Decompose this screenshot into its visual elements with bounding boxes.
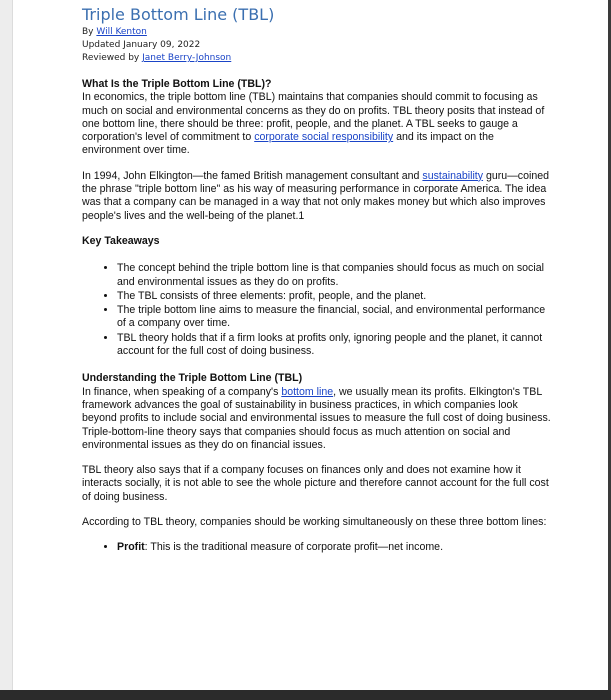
section-heading-what-is: What Is the Triple Bottom Line (TBL)?	[82, 78, 272, 90]
updated-date: Updated January 09, 2022	[82, 40, 201, 50]
reviewed-by	[82, 52, 542, 65]
article-body	[82, 78, 552, 569]
section-history	[82, 170, 552, 223]
key-takeaways-list	[82, 262, 552, 358]
byline-prefix: By	[82, 27, 97, 37]
list-item: • The TBL consists of three elements: profit, people, and the planet.	[117, 290, 552, 303]
author-link[interactable]: Will Kenton	[96, 27, 147, 37]
section-heading-understanding: Understanding the Triple Bottom Line (TBL)	[82, 372, 303, 385]
para-three-lines: According to TBL theory, companies should be working simultaneously on these three bottom lines:	[82, 516, 547, 529]
list-item: • TBL theory holds that if a firm looks at profits only, ignoring people and the planet, it cannot account for the full cost of doing business.	[117, 332, 552, 359]
list-item: • The triple bottom line aims to measure the financial, social, and environmental performance of a company over time.	[117, 304, 552, 331]
bottom-line-link[interactable]: bottom line	[281, 385, 334, 398]
para-history-b: guru—coined the phrase "triple bottom line" as his way of measuring performance in corporate America. The idea was that a company can be managed in a way that not only makes money but which also improves people's lives and the well-being of the planet.1	[82, 169, 550, 222]
para-what-is-b: and its impact on the environment over time.	[82, 131, 494, 157]
reviewed-prefix: Reviewed by	[82, 53, 143, 63]
article-header	[82, 4, 542, 65]
profit-text: : This is the traditional measure of corporate profit—net income.	[144, 541, 444, 554]
page-title: Triple Bottom Line (TBL)	[82, 5, 275, 24]
csr-link[interactable]: corporate social responsibility	[254, 131, 394, 144]
bottom-lines-list	[82, 541, 552, 554]
sustainability-link[interactable]: sustainability	[422, 169, 484, 182]
key-takeaways-heading: Key Takeaways	[82, 234, 160, 247]
para-history-a: In 1994, John Elkington—the famed British management consultant and	[82, 169, 423, 182]
section-what-is	[82, 78, 552, 158]
list-item	[117, 541, 552, 554]
document-page	[12, 0, 610, 690]
profit-label: Profit	[117, 541, 145, 554]
byline	[82, 26, 542, 39]
para-understanding-b: , we usually mean its profits. Elkington's TBL framework advances the goal of sustainability in business practices, in which companies look beyond profits to include social and environmental issues to measure the full cost of doing business. Triple-bottom-line theory says that companies should focus as much attention on social and environmental issues as they do on financial issues.	[82, 385, 551, 451]
para-what-is-a: In economics, the triple bottom line (TBL) maintains that companies should commit to focusing as much on social and environmental concerns as they do on profits. TBL theory posits that instead of one bottom line, there should be three: profit, people, and the planet. A TBL seeks to gauge a corporation's level of commitment to	[82, 91, 545, 144]
section-understanding	[82, 372, 552, 452]
reviewer-link[interactable]: Janet Berry-Johnson	[142, 53, 232, 63]
para-tbl-theory: TBL theory also says that if a company focuses on finances only and does not examine how it interacts socially, it is not able to see the whole picture and therefore cannot account for the full cost of doing business.	[82, 464, 549, 503]
list-item: • The concept behind the triple bottom line is that companies should focus as much on social and environmental issues as they do on profits.	[117, 262, 552, 289]
para-understanding-a: In finance, when speaking of a company's	[82, 385, 282, 398]
window-bottom-bar	[0, 690, 611, 700]
